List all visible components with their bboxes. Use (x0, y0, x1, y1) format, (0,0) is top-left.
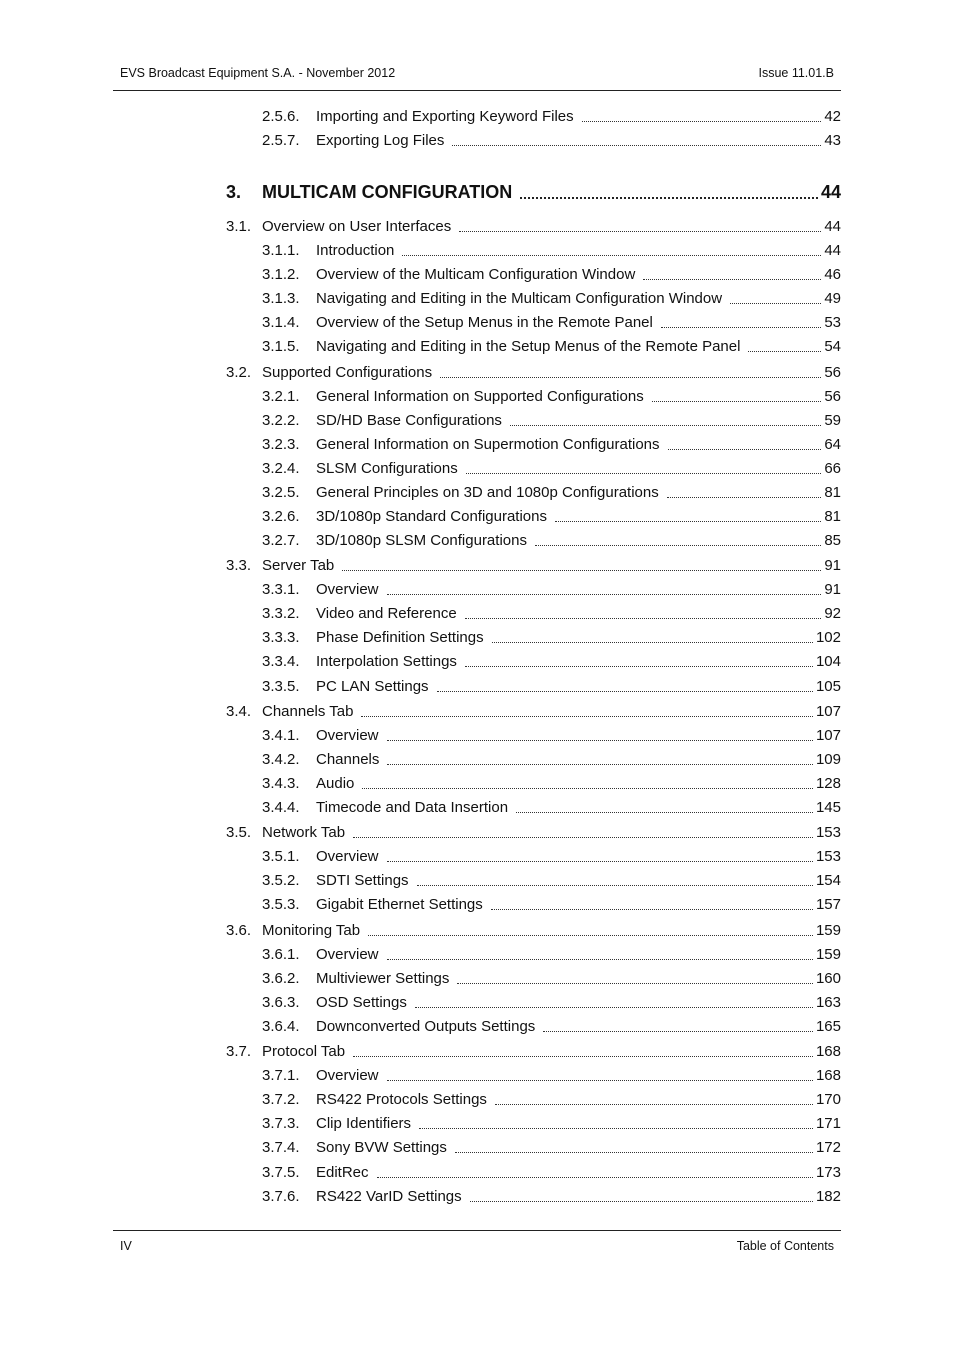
toc-dot-leader (667, 497, 822, 498)
toc-entry-page-number: 66 (824, 460, 841, 477)
toc-entry-title: Phase Definition Settings (316, 629, 484, 646)
toc-dot-leader (535, 545, 821, 546)
toc-entry-number: 3.6.2. (262, 970, 300, 987)
toc-subsection-entry[interactable] (262, 651, 841, 673)
toc-subsection-entry[interactable] (262, 506, 841, 528)
toc-entry-title: Overview on User Interfaces (262, 218, 452, 235)
toc-subsection-entry[interactable] (262, 288, 841, 310)
toc-entry-page-number: 54 (824, 338, 841, 355)
toc-dot-leader (491, 909, 813, 910)
toc-dot-leader (353, 1056, 813, 1057)
toc-entry-number: 3.1.1. (262, 242, 300, 259)
toc-dot-leader (668, 449, 822, 450)
toc-dot-leader (543, 1031, 813, 1032)
toc-entry-number: 2.5.7. (262, 132, 300, 149)
toc-entry-page-number: 53 (824, 314, 841, 331)
toc-dot-leader (582, 121, 822, 122)
toc-entry-page-number: 153 (815, 824, 841, 841)
toc-section-entry[interactable] (226, 1041, 841, 1063)
toc-entry-number: 3.7. (226, 1043, 252, 1060)
toc-dot-leader (643, 279, 821, 280)
toc-entry-number: 3.4.1. (262, 727, 300, 744)
toc-subsection-entry[interactable] (262, 749, 841, 771)
toc-entry-title: Navigating and Editing in the Setup Menus of the Remote Panel (316, 338, 741, 355)
toc-subsection-entry[interactable] (262, 312, 841, 334)
toc-entry-number: 3.2.6. (262, 508, 300, 525)
toc-entry-page-number: 56 (824, 364, 841, 381)
toc-dot-leader (555, 521, 821, 522)
toc-dot-leader (368, 935, 813, 936)
footer-page-number: IV (120, 1239, 132, 1253)
toc-entry-title: General Information on Supermotion Configurations (316, 436, 660, 453)
toc-entry-page-number: 163 (815, 994, 841, 1011)
toc-entry-number: 3.2. (226, 364, 252, 381)
toc-entry-number: 3.1. (226, 218, 252, 235)
toc-section-entry[interactable] (226, 701, 841, 723)
toc-subsection-entry[interactable] (262, 944, 841, 966)
toc-subsection-entry[interactable] (262, 627, 841, 649)
toc-entry-number: 3.2.5. (262, 484, 300, 501)
toc-entry-title: Overview (316, 1067, 379, 1084)
toc-entry-title: Timecode and Data Insertion (316, 799, 509, 816)
toc-entry-number: 3.3. (226, 557, 252, 574)
toc-dot-leader (465, 666, 813, 667)
toc-entry-number: 3.4.2. (262, 751, 300, 768)
toc-subsection-entry[interactable] (262, 725, 841, 747)
toc-subsection-entry[interactable] (262, 530, 841, 552)
toc-section-entry[interactable] (226, 822, 841, 844)
toc-entry-number: 3.1.4. (262, 314, 300, 331)
toc-dot-leader (387, 764, 813, 765)
toc-subsection-entry[interactable] (262, 240, 841, 262)
toc-entry-page-number: 44 (820, 182, 841, 202)
toc-entry-number: 3.3.4. (262, 653, 300, 670)
toc-entry-title: Monitoring Tab (262, 922, 361, 939)
toc-subsection-entry[interactable] (262, 434, 841, 456)
toc-dot-leader (457, 983, 813, 984)
toc-entry-number: 3.7.2. (262, 1091, 300, 1108)
toc-entry-page-number: 159 (815, 922, 841, 939)
toc-dot-leader (652, 401, 822, 402)
toc-entry-title: Downconverted Outputs Settings (316, 1018, 536, 1035)
toc-entry-number: 3.7.1. (262, 1067, 300, 1084)
toc-entry-page-number: 46 (824, 266, 841, 283)
toc-section-entry[interactable] (226, 216, 841, 238)
toc-entry-page-number: 170 (815, 1091, 841, 1108)
toc-section-entry[interactable] (226, 920, 841, 942)
toc-entry-title: 3D/1080p SLSM Configurations (316, 532, 527, 549)
toc-entry-page-number: 153 (815, 848, 841, 865)
toc-subsection-entry[interactable] (262, 676, 841, 698)
toc-entry-number: 3.1.2. (262, 266, 300, 283)
toc-subsection-entry[interactable] (262, 130, 841, 152)
toc-entry-title: SDTI Settings (316, 872, 409, 889)
toc-entry-number: 3.4.3. (262, 775, 300, 792)
toc-entry-page-number: 49 (824, 290, 841, 307)
toc-dot-leader (437, 691, 813, 692)
toc-dot-leader (452, 145, 821, 146)
toc-entry-title: Introduction (316, 242, 395, 259)
toc-subsection-entry[interactable] (262, 106, 841, 128)
toc-entry-title: Overview (316, 848, 379, 865)
toc-entry-title: Channels Tab (262, 703, 354, 720)
toc-subsection-entry[interactable] (262, 992, 841, 1014)
header-company-date: EVS Broadcast Equipment S.A. - November 2012 (120, 66, 396, 80)
toc-entry-page-number: 145 (815, 799, 841, 816)
toc-entry-title: MULTICAM CONFIGURATION (262, 182, 513, 202)
toc-entry-title: Overview of the Multicam Configuration Window (316, 266, 636, 283)
toc-entry-page-number: 182 (815, 1188, 841, 1205)
toc-subsection-entry[interactable] (262, 968, 841, 990)
toc-entry-title: OSD Settings (316, 994, 407, 1011)
toc-entry-page-number: 81 (824, 508, 841, 525)
toc-subsection-entry[interactable] (262, 894, 841, 916)
toc-dot-leader (419, 1128, 813, 1129)
toc-entry-number: 3.4.4. (262, 799, 300, 816)
toc-dot-leader (466, 473, 822, 474)
toc-entry-title: Audio (316, 775, 355, 792)
toc-entry-page-number: 171 (815, 1115, 841, 1132)
toc-dot-leader (459, 231, 821, 232)
toc-entry-page-number: 81 (824, 484, 841, 501)
toc-dot-leader (440, 377, 821, 378)
toc-subsection-entry[interactable] (262, 1089, 841, 1111)
toc-entry-number: 3.7.3. (262, 1115, 300, 1132)
toc-entry-number: 3.3.1. (262, 581, 300, 598)
toc-entry-title: RS422 VarID Settings (316, 1188, 462, 1205)
toc-entry-page-number: 107 (815, 703, 841, 720)
toc-entry-number: 3.5.2. (262, 872, 300, 889)
toc-entry-number: 3.6.1. (262, 946, 300, 963)
toc-dot-leader (362, 788, 813, 789)
toc-entry-number: 3.2.4. (262, 460, 300, 477)
toc-entry-title: Overview (316, 581, 379, 598)
toc-entry-number: 3.7.4. (262, 1139, 300, 1156)
toc-entry-number: 3.5.3. (262, 896, 300, 913)
toc-entry-page-number: 154 (815, 872, 841, 889)
toc-dot-leader (730, 303, 821, 304)
toc-entry-page-number: 44 (824, 242, 841, 259)
toc-entry-number: 3.4. (226, 703, 252, 720)
toc-entry-number: 3.6.3. (262, 994, 300, 1011)
footer-section-title: Table of Contents (736, 1239, 834, 1253)
toc-entry-page-number: 91 (824, 581, 841, 598)
toc-entry-number: 3.3.3. (262, 629, 300, 646)
toc-subsection-entry[interactable] (262, 264, 841, 286)
toc-dot-leader (661, 327, 821, 328)
toc-subsection-entry[interactable] (262, 458, 841, 480)
toc-entry-title: Channels (316, 751, 380, 768)
toc-dot-leader (470, 1201, 813, 1202)
header-issue: Issue 11.01.B (758, 66, 834, 80)
toc-entry-title: Server Tab (262, 557, 335, 574)
toc-entry-page-number: 160 (815, 970, 841, 987)
toc-entry-number: 2.5.6. (262, 108, 300, 125)
toc-dot-leader (387, 594, 822, 595)
toc-entry-title: Navigating and Editing in the Multicam Configuration Window (316, 290, 723, 307)
toc-entry-title: Overview (316, 946, 379, 963)
toc-entry-number: 3.2.7. (262, 532, 300, 549)
toc-entry-title: Video and Reference (316, 605, 457, 622)
toc-entry-page-number: 107 (815, 727, 841, 744)
toc-entry-page-number: 168 (815, 1043, 841, 1060)
toc-dot-leader (415, 1007, 813, 1008)
toc-dot-leader (387, 740, 813, 741)
toc-subsection-entry[interactable] (262, 870, 841, 892)
toc-dot-leader (353, 837, 813, 838)
toc-entry-title: PC LAN Settings (316, 678, 429, 695)
toc-entry-title: General Principles on 3D and 1080p Configurations (316, 484, 659, 501)
toc-subsection-entry[interactable] (262, 1186, 841, 1208)
toc-entry-title: Importing and Exporting Keyword Files (316, 108, 574, 125)
toc-entry-title: Overview of the Setup Menus in the Remote Panel (316, 314, 653, 331)
toc-entry-page-number: 85 (824, 532, 841, 549)
toc-entry-title: Multiviewer Settings (316, 970, 450, 987)
toc-subsection-entry[interactable] (262, 336, 841, 358)
toc-entry-page-number: 105 (815, 678, 841, 695)
toc-entry-title: Supported Configurations (262, 364, 433, 381)
toc-dot-leader (361, 716, 813, 717)
toc-entry-page-number: 165 (815, 1018, 841, 1035)
page-footer (113, 1230, 841, 1261)
toc-entry-title: General Information on Supported Configurations (316, 388, 644, 405)
toc-entry-title: EditRec (316, 1164, 369, 1181)
toc-dot-leader (520, 197, 818, 199)
toc-dot-leader (465, 618, 822, 619)
toc-dot-leader (342, 570, 821, 571)
toc-subsection-entry[interactable] (262, 482, 841, 504)
toc-entry-number: 3.3.5. (262, 678, 300, 695)
toc-entry-page-number: 168 (815, 1067, 841, 1084)
toc-dot-leader (492, 642, 813, 643)
toc-entry-number: 3.2.2. (262, 412, 300, 429)
toc-subsection-entry[interactable] (262, 797, 841, 819)
toc-entry-number: 3.5.1. (262, 848, 300, 865)
toc-entry-title: 3D/1080p Standard Configurations (316, 508, 547, 525)
toc-subsection-entry[interactable] (262, 1016, 841, 1038)
toc-entry-number: 3.6. (226, 922, 252, 939)
toc-subsection-entry[interactable] (262, 410, 841, 432)
toc-entry-number: 3. (226, 182, 242, 202)
toc-entry-page-number: 104 (815, 653, 841, 670)
toc-subsection-entry[interactable] (262, 1137, 841, 1159)
toc-entry-number: 3.5. (226, 824, 252, 841)
toc-entry-title: Interpolation Settings (316, 653, 457, 670)
toc-entry-number: 3.1.5. (262, 338, 300, 355)
toc-subsection-entry[interactable] (262, 773, 841, 795)
toc-chapter-entry[interactable] (226, 179, 841, 205)
toc-entry-page-number: 59 (824, 412, 841, 429)
toc-entry-title: Clip Identifiers (316, 1115, 412, 1132)
toc-entry-number: 3.6.4. (262, 1018, 300, 1035)
toc-entry-number: 3.3.2. (262, 605, 300, 622)
toc-entry-page-number: 43 (824, 132, 841, 149)
toc-entry-page-number: 109 (815, 751, 841, 768)
toc-dot-leader (516, 812, 813, 813)
toc-entry-title: Network Tab (262, 824, 346, 841)
toc-dot-leader (387, 959, 813, 960)
toc-dot-leader (495, 1104, 813, 1105)
toc-entry-page-number: 157 (815, 896, 841, 913)
toc-subsection-entry[interactable] (262, 1162, 841, 1184)
toc-entry-page-number: 56 (824, 388, 841, 405)
toc-dot-leader (748, 351, 821, 352)
toc-entry-page-number: 159 (815, 946, 841, 963)
toc-dot-leader (387, 861, 813, 862)
toc-entry-number: 3.7.6. (262, 1188, 300, 1205)
toc-entry-page-number: 102 (815, 629, 841, 646)
toc-entry-title: Gigabit Ethernet Settings (316, 896, 483, 913)
toc-dot-leader (387, 1080, 813, 1081)
toc-entry-page-number: 92 (824, 605, 841, 622)
toc-subsection-entry[interactable] (262, 579, 841, 601)
toc-entry-page-number: 91 (824, 557, 841, 574)
toc-entry-title: RS422 Protocols Settings (316, 1091, 487, 1108)
toc-entry-number: 3.2.3. (262, 436, 300, 453)
toc-entry-title: SD/HD Base Configurations (316, 412, 502, 429)
toc-entry-title: Sony BVW Settings (316, 1139, 447, 1156)
toc-subsection-entry[interactable] (262, 386, 841, 408)
toc-dot-leader (510, 425, 821, 426)
toc-subsection-entry[interactable] (262, 1065, 841, 1087)
toc-subsection-entry[interactable] (262, 846, 841, 868)
toc-entry-page-number: 64 (824, 436, 841, 453)
toc-entry-page-number: 172 (815, 1139, 841, 1156)
toc-entry-title: SLSM Configurations (316, 460, 458, 477)
toc-section-entry[interactable] (226, 555, 841, 577)
toc-entry-page-number: 128 (815, 775, 841, 792)
toc-entry-number: 3.2.1. (262, 388, 300, 405)
toc-dot-leader (377, 1177, 813, 1178)
toc-entry-page-number: 44 (824, 218, 841, 235)
toc-subsection-entry[interactable] (262, 1113, 841, 1135)
toc-entry-title: Exporting Log Files (316, 132, 445, 149)
toc-entry-title: Protocol Tab (262, 1043, 346, 1060)
toc-dot-leader (455, 1152, 813, 1153)
toc-entry-page-number: 173 (815, 1164, 841, 1181)
toc-dot-leader (402, 255, 821, 256)
toc-entry-number: 3.7.5. (262, 1164, 300, 1181)
toc-subsection-entry[interactable] (262, 603, 841, 625)
toc-entry-title: Overview (316, 727, 379, 744)
toc-entry-number: 3.1.3. (262, 290, 300, 307)
toc-dot-leader (417, 885, 813, 886)
toc-section-entry[interactable] (226, 362, 841, 384)
toc-entry-page-number: 42 (824, 108, 841, 125)
